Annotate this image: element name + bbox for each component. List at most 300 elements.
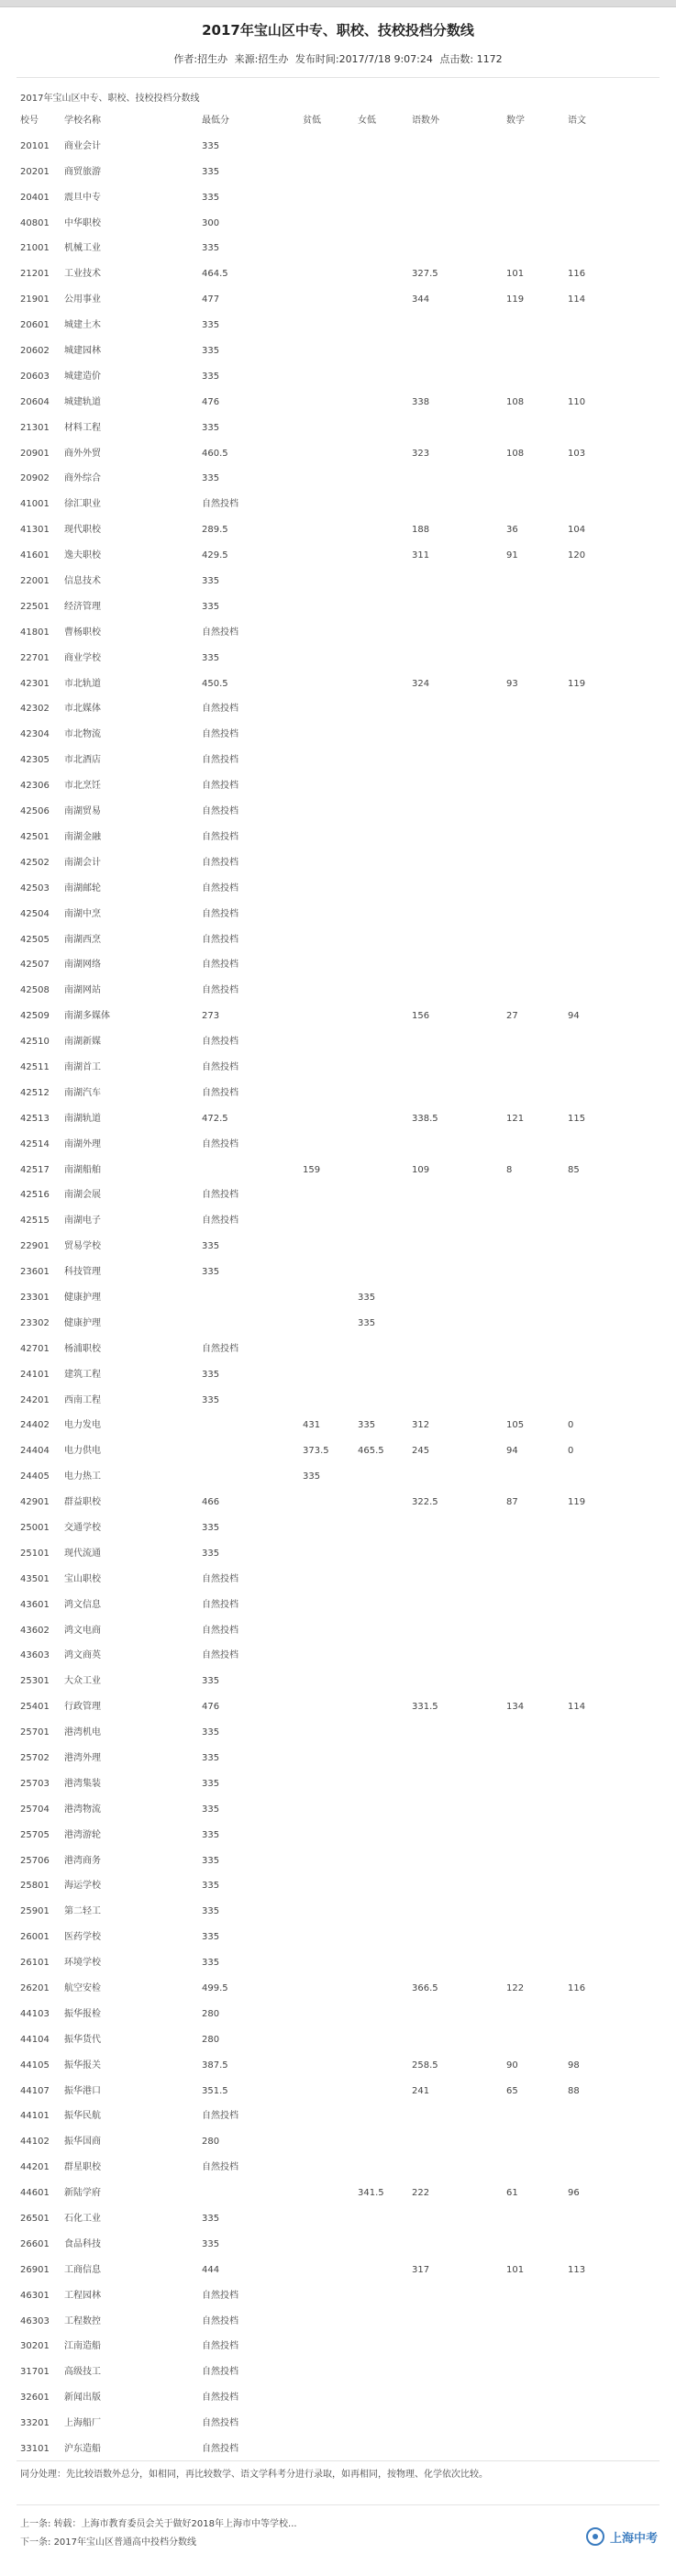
prev-label: 上一条:	[20, 2519, 54, 2529]
cell-min-score: 自然投档	[202, 1573, 238, 1584]
table-row	[20, 1746, 656, 1771]
cell-school-name: 城建园林	[64, 346, 101, 357]
tie-break-note: 同分处理：先比较语数外总分，如相同，再比较数学、语文学科考分进行录取，如再相同，按物理、化学依次比较。	[20, 2470, 488, 2480]
cell-school-code: 41601	[20, 550, 50, 561]
cell-min-score: 自然投档	[202, 960, 238, 971]
cell-min-score: 自然投档	[202, 1087, 238, 1098]
cell-school-name: 电力热工	[64, 1471, 101, 1482]
table-row	[20, 1516, 656, 1541]
cell-min-score: 477	[202, 294, 220, 305]
cell-school-name: 新陆学府	[64, 2188, 101, 2199]
cell-female-min: 335	[358, 1420, 376, 1431]
cell-chinese: 120	[568, 550, 586, 561]
cell-school-code: 20401	[20, 192, 50, 203]
cell-chinese-math-english: 338	[412, 396, 430, 407]
table-row	[20, 646, 656, 672]
cell-min-score: 335	[202, 1932, 220, 1943]
table-row	[20, 543, 656, 569]
cell-min-score: 自然投档	[202, 1599, 238, 1610]
header-school-name: 学校名称	[64, 116, 101, 126]
cell-min-score: 自然投档	[202, 499, 238, 510]
cell-school-code: 25401	[20, 1702, 50, 1713]
cell-min-score: 335	[202, 473, 220, 484]
cell-school-name: 群星职校	[64, 2162, 101, 2173]
table-row	[20, 517, 656, 543]
cell-min-score: 476	[202, 1702, 220, 1713]
cell-poor-min: 431	[303, 1420, 321, 1431]
cell-min-score: 335	[202, 1829, 220, 1840]
table-row	[20, 1925, 656, 1950]
cell-female-min: 465.5	[358, 1446, 384, 1457]
cell-school-code: 43602	[20, 1625, 50, 1636]
table-row	[20, 1337, 656, 1362]
table-row	[20, 696, 656, 722]
cell-school-code: 20602	[20, 346, 50, 357]
cell-school-name: 健康护理	[64, 1317, 101, 1328]
cell-school-name: 建筑工程	[64, 1369, 101, 1380]
table-row	[20, 876, 656, 902]
cell-chinese-math-english: 317	[412, 2264, 430, 2275]
cell-min-score: 335	[202, 243, 220, 254]
table-row	[20, 1158, 656, 1183]
cell-chinese: 96	[568, 2188, 580, 2199]
article-published: 发布时间:2017/7/18 9:07:24	[294, 53, 433, 65]
table-row	[20, 1490, 656, 1516]
cell-school-name: 第二轻工	[64, 1906, 101, 1917]
cell-math: 101	[506, 269, 525, 280]
cell-school-code: 42301	[20, 678, 50, 689]
cell-school-name: 徐汇职业	[64, 499, 101, 510]
cell-math: 94	[506, 1446, 518, 1457]
cell-school-code: 24404	[20, 1446, 50, 1457]
cell-school-code: 25702	[20, 1753, 50, 1763]
table-row	[20, 1797, 656, 1823]
cell-school-name: 行政管理	[64, 1702, 101, 1713]
cell-min-score: 335	[202, 601, 220, 612]
cell-school-code: 42502	[20, 857, 50, 868]
table-row	[20, 416, 656, 441]
cell-school-code: 42506	[20, 806, 50, 817]
cell-school-code: 22501	[20, 601, 50, 612]
next-article-link[interactable]: 2017年宝山区普通高中投档分数线	[53, 2537, 197, 2548]
cell-math: 27	[506, 1011, 518, 1022]
cell-school-name: 南湖首工	[64, 1061, 101, 1072]
cell-chinese-math-english: 241	[412, 2085, 430, 2096]
cell-chinese-math-english: 188	[412, 525, 430, 536]
cell-school-code: 22901	[20, 1241, 50, 1252]
cell-min-score: 335	[202, 1394, 220, 1405]
table-row	[20, 672, 656, 697]
cell-min-score: 自然投档	[202, 2111, 238, 2122]
cell-school-code: 42515	[20, 1216, 50, 1227]
cell-min-score: 自然投档	[202, 1650, 238, 1661]
cell-min-score: 335	[202, 2214, 220, 2225]
cell-school-name: 鸿文电商	[64, 1625, 101, 1636]
header-min-score: 最低分	[202, 116, 229, 126]
cell-school-code: 23601	[20, 1267, 50, 1278]
cell-min-score: 自然投档	[202, 1216, 238, 1227]
table-row	[20, 1976, 656, 2002]
cell-school-code: 42304	[20, 729, 50, 740]
table-row	[20, 134, 656, 160]
cell-school-name: 鸿文信息	[64, 1599, 101, 1610]
cell-school-code: 26901	[20, 2264, 50, 2275]
cell-school-code: 30201	[20, 2341, 50, 2352]
table-row	[20, 2027, 656, 2053]
table-row	[20, 2181, 656, 2206]
cell-chinese: 88	[568, 2085, 580, 2096]
table-row	[20, 620, 656, 646]
cell-chinese-math-english: 109	[412, 1164, 430, 1175]
cell-school-code: 25703	[20, 1778, 50, 1789]
table-row	[20, 902, 656, 927]
table-row	[20, 1899, 656, 1925]
cell-school-code: 23301	[20, 1292, 50, 1303]
cell-school-code: 43603	[20, 1650, 50, 1661]
cell-min-score: 自然投档	[202, 1037, 238, 1048]
table-row	[20, 1643, 656, 1669]
cell-chinese: 113	[568, 2264, 586, 2275]
cell-school-code: 20901	[20, 448, 50, 459]
table-row	[20, 492, 656, 517]
table-row	[20, 339, 656, 364]
table-row	[20, 1618, 656, 1644]
cell-chinese: 104	[568, 525, 586, 536]
cell-chinese-math-english: 338.5	[412, 1113, 438, 1124]
cell-school-code: 42901	[20, 1497, 50, 1508]
divider	[17, 2504, 659, 2505]
cell-school-name: 贸易学校	[64, 1241, 101, 1252]
cell-chinese: 114	[568, 294, 586, 305]
cell-school-name: 城建造价	[64, 371, 101, 382]
table-row	[20, 927, 656, 953]
cell-chinese-math-english: 322.5	[412, 1497, 438, 1508]
cell-chinese: 0	[568, 1420, 574, 1431]
page-title: 2017年宝山区中专、职校、技校投档分数线	[202, 22, 474, 39]
cell-school-code: 41801	[20, 627, 50, 638]
cell-school-name: 健康护理	[64, 1292, 101, 1303]
cell-min-score: 335	[202, 1906, 220, 1917]
cell-school-name: 振华民航	[64, 2111, 101, 2122]
cell-school-code: 22001	[20, 576, 50, 587]
next-label: 下一条:	[20, 2537, 54, 2548]
cell-school-name: 石化工业	[64, 2214, 101, 2225]
table-caption: 2017年宝山区中专、职校、技校投档分数线	[20, 94, 200, 104]
table-row	[20, 1438, 656, 1464]
cell-school-name: 南湖轨道	[64, 1113, 101, 1124]
article-source: 来源:招生办	[234, 53, 289, 65]
table-row	[20, 1541, 656, 1567]
cell-school-name: 南湖电子	[64, 1216, 101, 1227]
table-row	[20, 1183, 656, 1208]
cell-min-score: 335	[202, 1522, 220, 1533]
cell-min-score: 335	[202, 1676, 220, 1687]
cell-school-code: 42305	[20, 755, 50, 766]
cell-min-score: 335	[202, 192, 220, 203]
cell-math: 8	[506, 1164, 513, 1175]
cell-math: 36	[506, 525, 518, 536]
cell-min-score: 335	[202, 140, 220, 151]
cell-school-name: 环境学校	[64, 1958, 101, 1969]
table-row	[20, 1208, 656, 1234]
cell-school-code: 25101	[20, 1548, 50, 1559]
cell-school-name: 南湖船舶	[64, 1164, 101, 1175]
table-row	[20, 2283, 656, 2309]
cell-school-name: 商业会计	[64, 140, 101, 151]
table-row	[20, 236, 656, 261]
cell-school-name: 交通学校	[64, 1522, 101, 1533]
cell-school-code: 44601	[20, 2188, 50, 2199]
cell-school-code: 21001	[20, 243, 50, 254]
table-row	[20, 2155, 656, 2181]
wechat-logo-icon	[586, 2527, 604, 2546]
header-chinese-math-english: 语数外	[412, 116, 439, 126]
cell-min-score: 自然投档	[202, 755, 238, 766]
cell-math: 122	[506, 1983, 525, 1994]
cell-school-code: 21201	[20, 269, 50, 280]
watermark-text: 上海中考	[609, 2531, 658, 2546]
cell-min-score: 自然投档	[202, 857, 238, 868]
cell-school-name: 振华报检	[64, 2008, 101, 2019]
cell-chinese-math-english: 323	[412, 448, 430, 459]
table-row	[20, 160, 656, 185]
cell-school-name: 南湖会展	[64, 1190, 101, 1201]
article-author: 作者:招生办	[173, 53, 228, 65]
table-row	[20, 1029, 656, 1055]
cell-school-code: 44107	[20, 2085, 50, 2096]
cell-school-code: 42511	[20, 1061, 50, 1072]
cell-school-code: 20201	[20, 166, 50, 177]
table-row	[20, 1413, 656, 1438]
header-math: 数学	[506, 116, 525, 126]
table-row	[20, 1106, 656, 1132]
cell-school-name: 市北轨道	[64, 678, 101, 689]
cell-school-code: 20604	[20, 396, 50, 407]
cell-min-score: 472.5	[202, 1113, 228, 1124]
cell-school-code: 44201	[20, 2162, 50, 2173]
table-row	[20, 466, 656, 492]
header-chinese: 语文	[568, 116, 586, 126]
cell-school-name: 市北媒体	[64, 704, 101, 715]
cell-school-name: 工程园林	[64, 2290, 101, 2301]
table-row	[20, 1081, 656, 1106]
cell-chinese: 103	[568, 448, 586, 459]
cell-school-code: 25901	[20, 1906, 50, 1917]
cell-school-name: 振华国商	[64, 2137, 101, 2148]
cell-female-min: 341.5	[358, 2188, 384, 2199]
cell-min-score: 300	[202, 217, 220, 228]
cell-school-name: 群益职校	[64, 1497, 101, 1508]
table-row	[20, 2258, 656, 2283]
cell-school-code: 26001	[20, 1932, 50, 1943]
cell-math: 121	[506, 1113, 525, 1124]
cell-min-score: 自然投档	[202, 2418, 238, 2429]
cell-school-name: 南湖多媒体	[64, 1011, 110, 1022]
cell-min-score: 280	[202, 2008, 220, 2019]
table-row	[20, 1669, 656, 1694]
table-row	[20, 1132, 656, 1158]
table-row	[20, 2232, 656, 2258]
cell-chinese-math-english: 366.5	[412, 1983, 438, 1994]
cell-school-name: 商外综合	[64, 473, 101, 484]
cell-school-name: 曹杨职校	[64, 627, 101, 638]
cell-min-score: 289.5	[202, 525, 228, 536]
cell-school-code: 42501	[20, 831, 50, 842]
cell-chinese-math-english: 258.5	[412, 2060, 438, 2071]
cell-school-name: 市北烹饪	[64, 781, 101, 792]
cell-school-name: 振华货代	[64, 2034, 101, 2045]
cell-school-name: 市北酒店	[64, 755, 101, 766]
cell-school-code: 42505	[20, 934, 50, 945]
cell-school-code: 20902	[20, 473, 50, 484]
cell-school-name: 现代流通	[64, 1548, 101, 1559]
cell-school-name: 航空安检	[64, 1983, 101, 1994]
cell-school-name: 港湾机电	[64, 1727, 101, 1738]
cell-school-name: 商贸旅游	[64, 166, 101, 177]
cell-school-code: 44105	[20, 2060, 50, 2071]
table-row	[20, 825, 656, 850]
table-row	[20, 211, 656, 237]
cell-school-name: 市北物流	[64, 729, 101, 740]
cell-school-code: 42509	[20, 1011, 50, 1022]
cell-chinese: 114	[568, 1702, 586, 1713]
cell-school-name: 经济管理	[64, 601, 101, 612]
table-row	[20, 1950, 656, 1976]
cell-chinese-math-english: 344	[412, 294, 430, 305]
cell-min-score: 335	[202, 1855, 220, 1866]
cell-school-code: 44102	[20, 2137, 50, 2148]
cell-school-name: 高级技工	[64, 2367, 101, 2378]
cell-school-code: 42507	[20, 960, 50, 971]
cell-min-score: 335	[202, 346, 220, 357]
cell-chinese: 94	[568, 1011, 580, 1022]
table-row	[20, 313, 656, 339]
cell-chinese-math-english: 245	[412, 1446, 430, 1457]
cell-min-score: 335	[202, 1958, 220, 1969]
cell-school-code: 44101	[20, 2111, 50, 2122]
cell-min-score: 335	[202, 1241, 220, 1252]
cell-school-name: 大众工业	[64, 1676, 101, 1687]
table-row	[20, 287, 656, 313]
cell-min-score: 280	[202, 2137, 220, 2148]
cell-math: 61	[506, 2188, 518, 2199]
cell-poor-min: 335	[303, 1471, 321, 1482]
table-row	[20, 594, 656, 620]
cell-school-name: 南湖贸易	[64, 806, 101, 817]
cell-school-code: 25701	[20, 1727, 50, 1738]
cell-min-score: 335	[202, 166, 220, 177]
table-row	[20, 1362, 656, 1388]
cell-chinese-math-english: 312	[412, 1420, 430, 1431]
cell-math: 93	[506, 678, 518, 689]
table-row	[20, 364, 656, 390]
cell-school-code: 26101	[20, 1958, 50, 1969]
prev-article-link[interactable]: 转载：上海市教育委员会关于做好2018年上海市中等学校...	[53, 2519, 297, 2529]
cell-school-code: 43601	[20, 1599, 50, 1610]
cell-school-code: 20603	[20, 371, 50, 382]
article-views: 点击数: 1172	[439, 53, 503, 65]
cell-school-name: 电力发电	[64, 1420, 101, 1431]
watermark	[586, 2525, 658, 2548]
cell-min-score: 自然投档	[202, 1343, 238, 1354]
table-row	[20, 2359, 656, 2385]
cell-school-code: 24201	[20, 1394, 50, 1405]
cell-math: 119	[506, 294, 525, 305]
table-row	[20, 799, 656, 825]
cell-school-name: 南湖金融	[64, 831, 101, 842]
cell-school-code: 22701	[20, 652, 50, 663]
cell-school-code: 24101	[20, 1369, 50, 1380]
cell-school-code: 42503	[20, 883, 50, 894]
cell-school-name: 港湾商务	[64, 1855, 101, 1866]
cell-chinese: 85	[568, 1164, 580, 1175]
cell-school-code: 21901	[20, 294, 50, 305]
table-row	[20, 2104, 656, 2129]
table-row	[20, 1260, 656, 1285]
cell-school-code: 25301	[20, 1676, 50, 1687]
score-table	[20, 108, 656, 2462]
cell-school-code: 23302	[20, 1317, 50, 1328]
table-row	[20, 2053, 656, 2079]
cell-chinese-math-english: 327.5	[412, 269, 438, 280]
cell-min-score: 自然投档	[202, 985, 238, 996]
cell-math: 65	[506, 2085, 518, 2096]
cell-school-code: 26501	[20, 2214, 50, 2225]
cell-min-score: 自然投档	[202, 2315, 238, 2326]
cell-min-score: 464.5	[202, 269, 228, 280]
cell-school-name: 港湾外理	[64, 1753, 101, 1763]
cell-school-code: 20101	[20, 140, 50, 151]
cell-school-name: 震旦中专	[64, 192, 101, 203]
table-row	[20, 390, 656, 416]
cell-school-code: 40801	[20, 217, 50, 228]
cell-school-code: 41001	[20, 499, 50, 510]
cell-school-name: 工程数控	[64, 2315, 101, 2326]
table-row	[20, 1771, 656, 1797]
cell-min-score: 自然投档	[202, 2290, 238, 2301]
table-row	[20, 850, 656, 876]
cell-school-name: 沪东造船	[64, 2444, 101, 2455]
cell-math: 105	[506, 1420, 525, 1431]
cell-school-name: 振华港口	[64, 2085, 101, 2096]
cell-school-code: 42701	[20, 1343, 50, 1354]
cell-female-min: 335	[358, 1292, 376, 1303]
cell-chinese-math-english: 311	[412, 550, 430, 561]
cell-school-code: 42512	[20, 1087, 50, 1098]
cell-min-score: 自然投档	[202, 2341, 238, 2352]
cell-min-score: 429.5	[202, 550, 228, 561]
cell-poor-min: 159	[303, 1164, 321, 1175]
cell-chinese: 115	[568, 1113, 586, 1124]
cell-school-name: 振华报关	[64, 2060, 101, 2071]
cell-school-code: 25704	[20, 1804, 50, 1815]
cell-school-code: 20601	[20, 320, 50, 331]
cell-min-score: 335	[202, 1267, 220, 1278]
table-row	[20, 441, 656, 467]
cell-school-name: 海运学校	[64, 1881, 101, 1892]
cell-school-name: 港湾集装	[64, 1778, 101, 1789]
table-row	[20, 1004, 656, 1029]
table-row	[20, 773, 656, 799]
header-female-min: 女低	[358, 116, 376, 126]
cell-min-score: 499.5	[202, 1983, 228, 1994]
table-row	[20, 2079, 656, 2104]
cell-school-name: 港湾游轮	[64, 1829, 101, 1840]
cell-min-score: 自然投档	[202, 1138, 238, 1149]
cell-school-code: 44103	[20, 2008, 50, 2019]
next-article	[20, 2534, 196, 2548]
cell-school-name: 港湾物流	[64, 1804, 101, 1815]
